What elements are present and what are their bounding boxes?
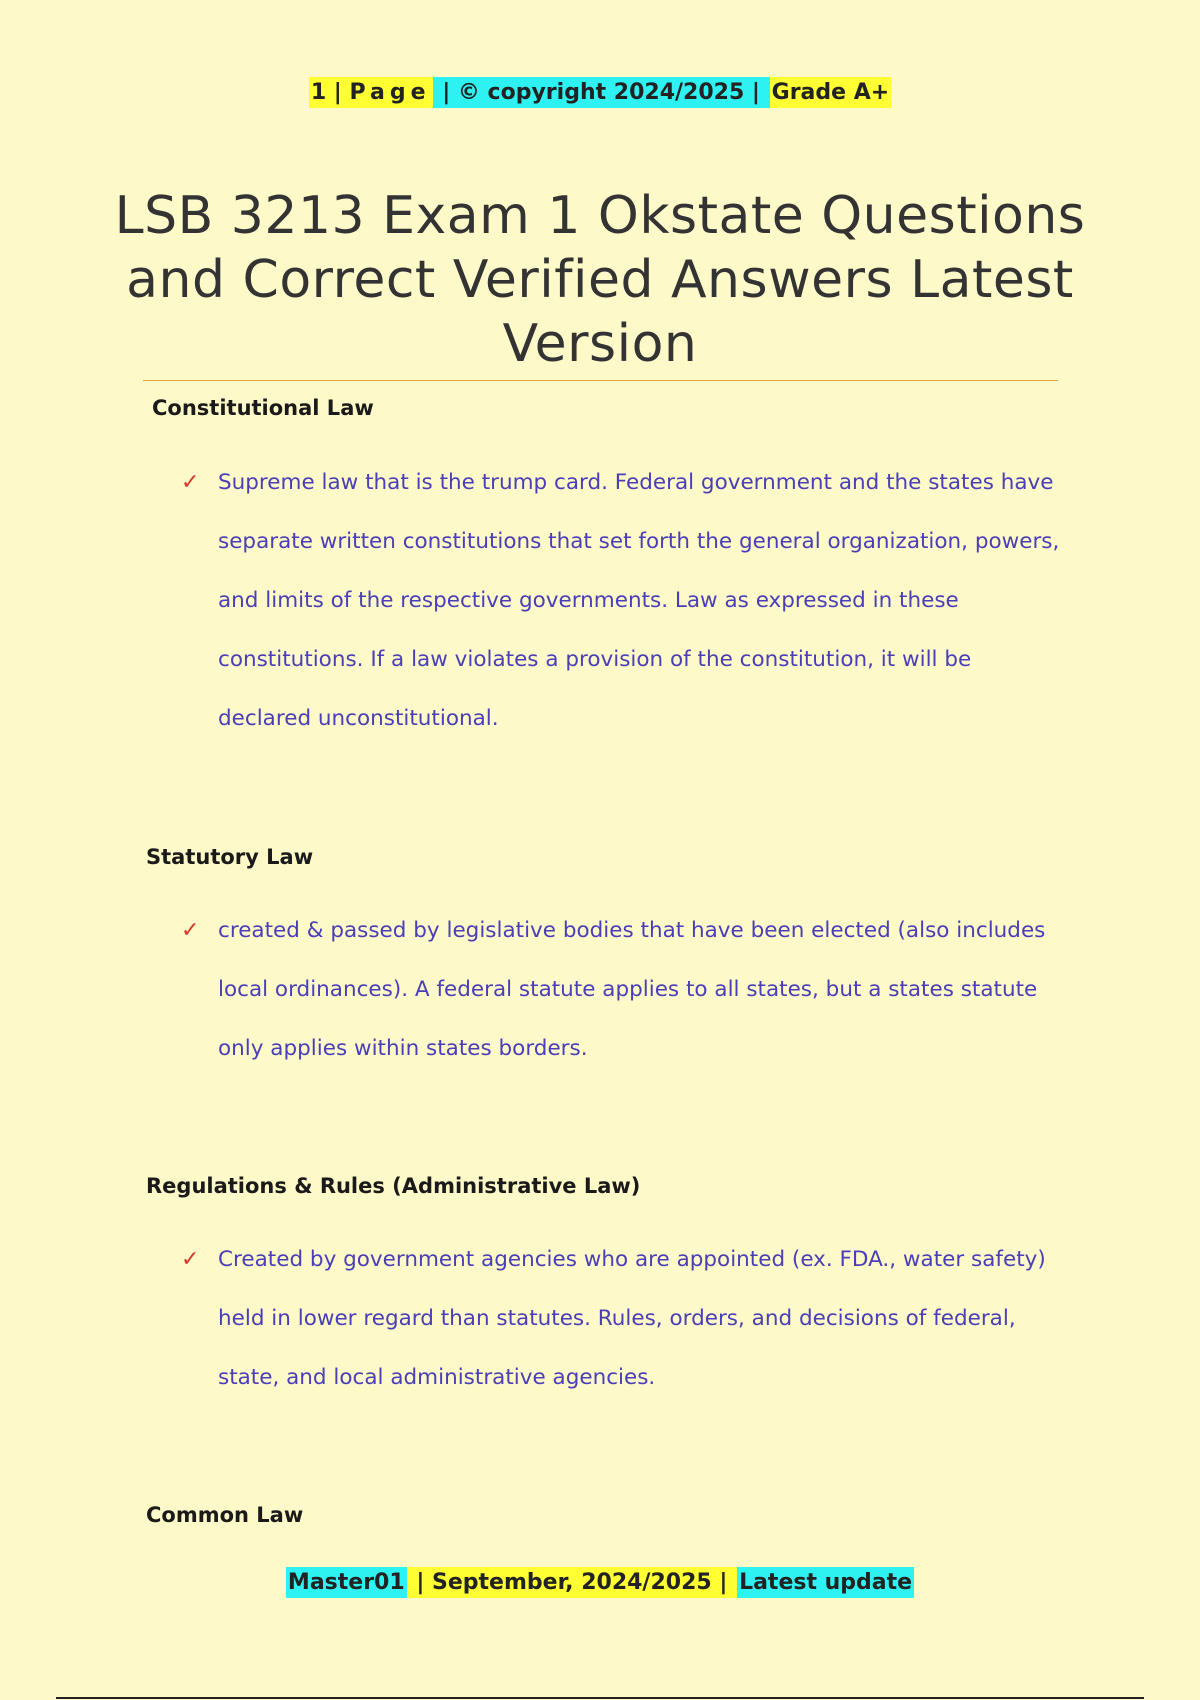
page-number-highlight (309, 77, 433, 108)
page-header (0, 76, 1200, 110)
page-label: Page (349, 80, 431, 105)
footer-date: | September, 2024/2025 | (407, 1567, 737, 1598)
check-icon: ✓ (181, 470, 200, 495)
check-icon: ✓ (181, 1247, 200, 1272)
bullet-statutory-law (181, 901, 1061, 1078)
section-heading-regulations-rules: Regulations & Rules (Administrative Law) (146, 1174, 641, 1198)
bullet-text: created & passed by legislative bodies that have been elected (also includes local ordinances). A federal statute applies to all states, but a states statute only applies within states borders. (218, 918, 1046, 1061)
page-footer (0, 1566, 1200, 1600)
grade-badge: Grade A+ (770, 77, 892, 108)
copyright-text: | © copyright 2024/2025 | (433, 77, 770, 108)
section-heading-constitutional-law: Constitutional Law (152, 396, 374, 420)
latest-update-badge: Latest update (737, 1567, 914, 1598)
bottom-divider (56, 1697, 1144, 1699)
page-number: 1 (310, 80, 327, 105)
header-separator: | (326, 80, 350, 105)
bullet-text: Supreme law that is the trump card. Federal government and the states have separate written constitutions that set forth the general organization, powers, and limits of the respective governments. Law as expressed in these constitutions. If a law violates a provision of the constitution, it will be declared unconstitutional. (218, 470, 1060, 731)
bullet-text: Created by government agencies who are appointed (ex. FDA., water safety) held in lower regard than statutes. Rules, orders, and decisions of federal, state, and local administrative agencies. (218, 1247, 1046, 1390)
document-title: LSB 3213 Exam 1 Okstate Questions and Correct Verified Answers Latest Version (114, 186, 1086, 374)
author-badge: Master01 (286, 1567, 407, 1598)
title-divider (143, 380, 1058, 381)
check-icon: ✓ (181, 918, 200, 943)
bullet-regulations-rules (181, 1230, 1061, 1407)
section-heading-statutory-law: Statutory Law (146, 845, 314, 869)
bullet-constitutional-law (181, 453, 1061, 748)
section-heading-common-law: Common Law (146, 1503, 304, 1527)
